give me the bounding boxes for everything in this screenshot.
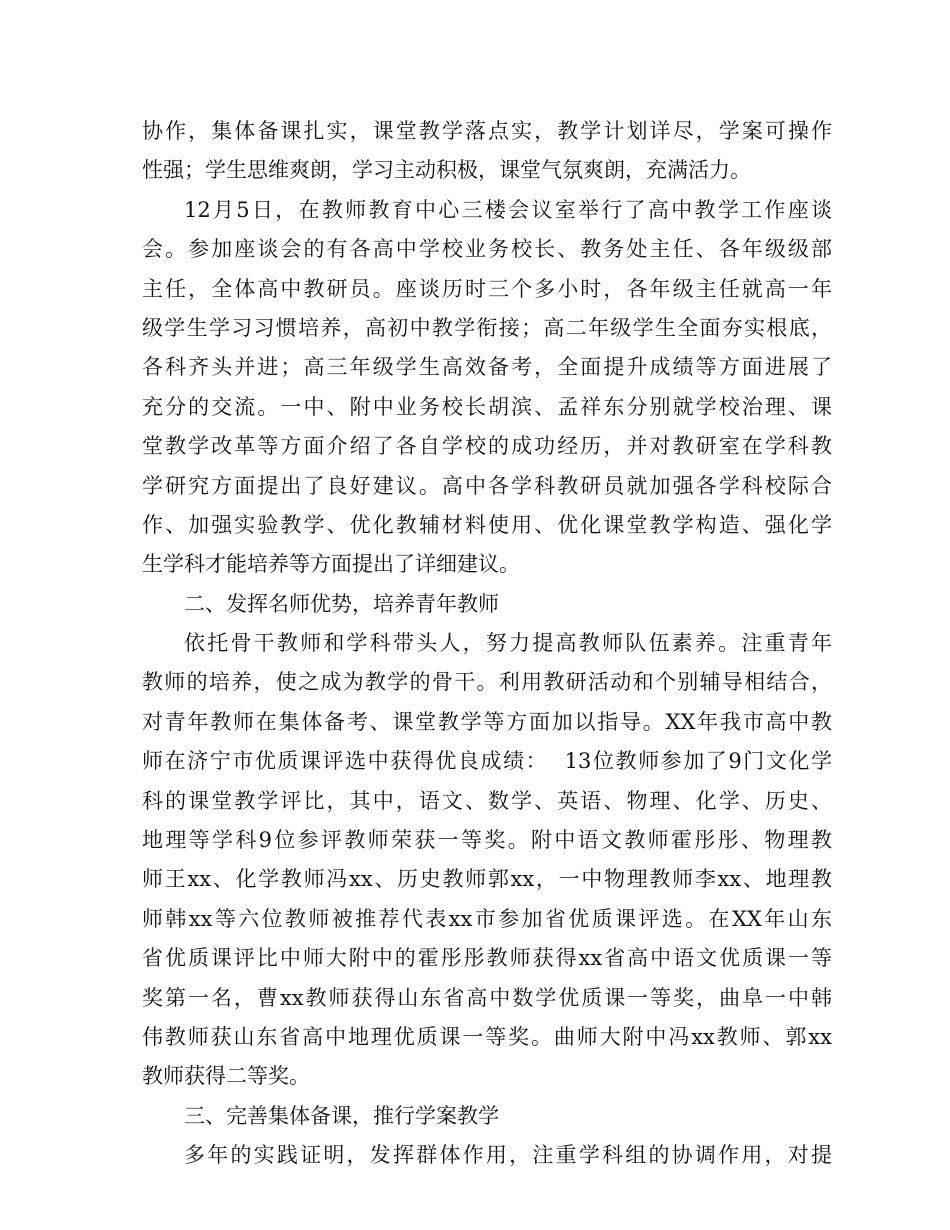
text-line: 主任，全体高中教研员。座谈历时三个多小时，各年级主任就高一年 xyxy=(142,276,832,301)
text-line: 地理等学科9位参评教师荣获一等奖。附中语文教师霍彤彤、物理教 xyxy=(142,828,832,853)
text-line: 师韩xx等六位教师被推荐代表xx市参加省优质课评选。在XX年山东 xyxy=(142,906,832,931)
section-heading: 二、发挥名师优势，培养青年教师 xyxy=(184,591,499,616)
text-line: 会。参加座谈会的有各高中学校业务校长、教务处主任、各年级级部 xyxy=(142,237,832,262)
text-line: 协作，集体备课扎实，课堂教学落点实，教学计划详尽，学案可操作 xyxy=(142,119,832,143)
text-line: 充分的交流。一中、附中业务校长胡滨、孟祥东分别就学校治理、课 xyxy=(142,394,832,419)
paragraph-start-line: 多年的实践证明，发挥群体作用，注重学科组的协调作用，对提 xyxy=(184,1143,832,1168)
text-line: 伟教师获山东省高中地理优质课一等奖。曲师大附中冯xx教师、郭xx xyxy=(142,1024,832,1049)
text-line: 科的课堂教学评比，其中，语文、数学、英语、物理、化学、历史、 xyxy=(142,788,832,813)
text-line: 教师的培养，使之成为教学的骨干。利用教研活动和个别辅导相结合， xyxy=(142,670,832,695)
text-line: 学研究方面提出了良好建议。高中各学科教研员就加强各学科校际合 xyxy=(142,473,832,498)
text-line: 作、加强实验教学、优化教辅材料使用、优化课堂教学构造、强化学 xyxy=(142,512,832,537)
text-line: 师在济宁市优质课评选中获得优良成绩： 13位教师参加了9门文化学 xyxy=(142,749,832,774)
document-page xyxy=(142,112,832,1176)
section-heading: 三、完善集体备课，推行学案教学 xyxy=(184,1103,499,1128)
text-line: 师王xx、化学教师冯xx、历史教师郭xx，一中物理教师李xx、地理教 xyxy=(142,867,832,892)
text-line: 生学科才能培养等方面提出了详细建议。 xyxy=(142,552,520,577)
text-line: 性强；学生思维爽朗，学习主动积极，课堂气氛爽朗，充满活力。 xyxy=(142,158,751,183)
text-line: 省优质课评比中师大附中的霍彤彤教师获得xx省高中语文优质课一等 xyxy=(142,946,832,971)
text-line: 各科齐头并进；高三年级学生高效备考，全面提升成绩等方面进展了 xyxy=(142,355,832,380)
text-line: 对青年教师在集体备考、课堂教学等方面加以指导。XX年我市高中教 xyxy=(142,709,832,734)
paragraph-start-line: 依托骨干教师和学科带头人，努力提高教师队伍素养。注重青年 xyxy=(184,631,832,656)
text-line: 奖第一名，曹xx教师获得山东省高中数学优质课一等奖，曲阜一中韩 xyxy=(142,985,832,1010)
text-line: 教师获得二等奖。 xyxy=(142,1064,310,1089)
text-line: 级学生学习习惯培养，高初中教学衔接；高二年级学生全面夯实根底， xyxy=(142,315,832,340)
paragraph-start-line: 12月5日，在教师教育中心三楼会议室举行了高中教学工作座谈 xyxy=(184,197,832,222)
text-line: 堂教学改革等方面介绍了各自学校的成功经历，并对教研室在学科教 xyxy=(142,434,832,459)
